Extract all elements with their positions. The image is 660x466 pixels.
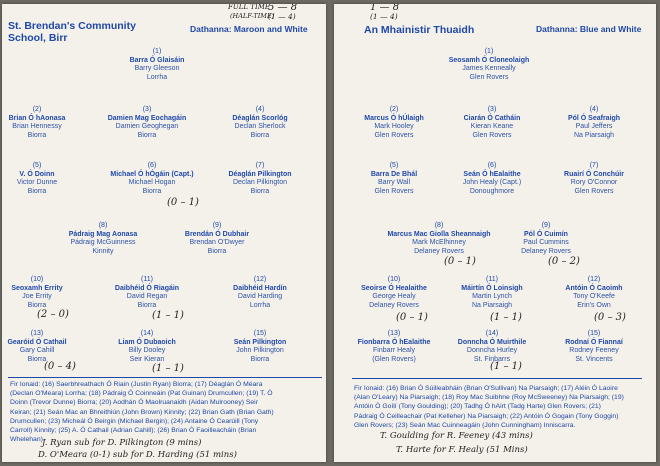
handwritten-score: (0 – 1): [167, 197, 199, 208]
player-number: (11): [141, 276, 153, 283]
club-name: Biorra: [27, 131, 47, 139]
club-name: Biorra: [137, 301, 157, 309]
right-player-4: [539, 106, 649, 140]
substitutes-line: (Declan O'Meara) Lorrha; (18) Pádraig Ó Coinneáin (Pat Guinan) Drumcullen; (19) T. Ó: [10, 390, 273, 398]
club-name: Seir Kieran: [129, 355, 165, 363]
player-number: (1): [152, 48, 162, 55]
left-player-6: [97, 162, 207, 196]
irish-name: Brian Ó hAonasa: [8, 114, 66, 122]
player-number: (12): [587, 276, 601, 283]
club-name: Delaney Rovers: [369, 301, 419, 309]
english-name: George Healy: [372, 293, 416, 301]
english-name: Barry Wall: [377, 179, 411, 187]
irish-name: Ruairí Ó Conchúir: [564, 170, 624, 178]
english-name: Barry Gleeson: [134, 65, 180, 73]
english-name: Gary Cahill: [19, 347, 55, 355]
player-number: (13): [30, 330, 44, 337]
left-team-name: St. Brendan's Community School, Birr: [8, 20, 136, 44]
substitutes-line: Whelehan).: [10, 436, 45, 444]
irish-name: Seán Ó hEalaithe: [463, 170, 521, 178]
irish-name: Máirtín Ó Loinsigh: [461, 284, 523, 292]
right-player-6: [437, 162, 547, 196]
club-name: Kinnity: [92, 247, 114, 255]
club-name: Erin's Own: [577, 301, 611, 309]
player-number: (3): [487, 106, 497, 113]
handwritten-score: (0 – 3): [594, 312, 626, 323]
player-number: (6): [487, 162, 497, 169]
irish-name: Pól Ó Seafraigh: [567, 114, 621, 122]
irish-name: Seoxamh Errity: [11, 284, 63, 292]
english-name: David Harding: [237, 293, 283, 301]
english-name: Damien Geoghegan: [115, 123, 179, 131]
substitutes-line: Fir Ionaid: (16) Saerbhreathach Ó Riain (Justin Ryan) Biorra; (17) Déaglán Ó Méara: [10, 381, 263, 388]
right-sub-note-1: T. Goulding for R. Feeney (43 mins): [380, 431, 533, 441]
player-number: (13): [387, 330, 401, 337]
handwritten-score: (1 – 1): [152, 363, 184, 374]
left-player-13: [2, 330, 92, 364]
club-name: Lorrha: [249, 301, 271, 309]
club-name: Delaney Rovers: [414, 247, 464, 255]
left-player-1: [102, 48, 212, 82]
irish-name: Donncha Ó Muirthile: [457, 338, 527, 346]
substitutes-line: Keiran; (21) Seán Mac an Bhreithiún (John Brown) Kinnity; (22) Brian Gath (Brian Gath): [10, 408, 274, 416]
player-number: (5): [32, 162, 42, 169]
left-halftime-label: (HALF-TIME): [230, 12, 275, 20]
irish-name: Barra De Bhál: [370, 170, 418, 178]
player-number: (3): [142, 106, 152, 113]
club-name: Biorra: [250, 355, 270, 363]
english-name: Billy Dooley: [128, 347, 166, 355]
handwritten-score: (1 – 1): [490, 312, 522, 323]
handwritten-score: (0 – 4): [44, 361, 76, 372]
right-page: [334, 4, 656, 462]
english-name: Paul Jeffers: [575, 123, 613, 131]
english-name: Tony O'Keefe: [573, 293, 615, 301]
english-name: John Pilkington: [236, 347, 284, 355]
irish-name: Antóin Ó Caoimh: [565, 284, 623, 292]
right-player-1: [434, 48, 544, 82]
player-number: (14): [140, 330, 154, 337]
player-number: (1): [484, 48, 494, 55]
club-name: Na Piarsaigh: [573, 131, 615, 139]
left-player-10: [2, 276, 92, 310]
irish-name: Daibhéid Ó Riagáin: [114, 284, 180, 292]
english-name: Rodney Feeney: [569, 347, 619, 355]
english-name: David Regan: [126, 293, 168, 301]
club-name: Biorra: [27, 187, 47, 195]
english-name: Donncha Hurley: [466, 347, 518, 355]
english-name: Michael Hogan: [128, 179, 176, 187]
irish-name: Liam Ó Dubaoich: [118, 338, 176, 346]
left-fulltime-score: 5 — 8: [268, 4, 298, 13]
irish-name: Marcus Mac Giolla Sheannaigh: [387, 230, 491, 238]
left-player-8: [48, 222, 158, 256]
handwritten-score: (0 – 1): [396, 312, 428, 323]
club-name: (Glen Rovers): [372, 355, 416, 363]
player-number: (7): [255, 162, 265, 169]
substitutes-line: Antóin Ó Goílí (Tony Goulding); (20) Tadhg Ó hAirt (Tadg Harte) Glen Rovers; (21): [354, 403, 601, 411]
player-number: (10): [387, 276, 401, 283]
left-substitutes: [10, 380, 322, 444]
left-player-15: [205, 330, 315, 364]
right-player-3: [437, 106, 547, 140]
player-number: (10): [30, 276, 44, 283]
club-name: Glen Rovers: [374, 131, 414, 139]
english-name: Martin Lynch: [472, 293, 512, 301]
player-number: (15): [587, 330, 601, 337]
player-number: (5): [389, 162, 399, 169]
english-name: Declan Sherlock: [234, 123, 286, 131]
irish-name: Fionbarra Ó hEalaithe: [357, 338, 431, 346]
english-name: Brendan O'Dwyer: [189, 239, 245, 247]
irish-name: Daibhéid Hardín: [233, 284, 287, 292]
left-player-14: [92, 330, 202, 364]
right-player-9: [491, 222, 601, 256]
player-number: (6): [147, 162, 157, 169]
divider-line: [8, 377, 322, 378]
right-player-2: [339, 106, 449, 140]
right-player-11: [437, 276, 547, 310]
player-number: (2): [32, 106, 42, 113]
substitutes-line: Doinn (Trevor Dunne) Biorra; (20) Aodhán Ó Maolruanaidh (Aidan Mulrooney) Seir: [10, 399, 258, 407]
club-name: Glen Rovers: [574, 187, 614, 195]
right-player-8: [384, 222, 494, 256]
left-colours: Dathanna: Maroon and White: [190, 24, 308, 34]
right-player-10: [339, 276, 449, 310]
english-name: John Healy (Capt.): [462, 179, 522, 187]
irish-name: Pádraig Mag Aonasa: [68, 230, 138, 238]
club-name: Biorra: [142, 187, 162, 195]
english-name: Brian Hennessy: [12, 123, 62, 131]
irish-name: Brendán Ó Dubhair: [184, 230, 250, 238]
handwritten-score: (1 – 1): [152, 310, 184, 321]
right-player-13: [339, 330, 449, 364]
irish-name: Seoirse Ó Healaithe: [361, 284, 427, 292]
handwritten-score: (1 – 1): [490, 361, 522, 372]
irish-name: Seosamh Ó Cloneolaigh: [448, 56, 530, 64]
player-number: (4): [255, 106, 265, 113]
player-number: (7): [589, 162, 599, 169]
player-number: (12): [253, 276, 267, 283]
substitutes-line: Fir Ionaid: (16) Brian Ó Súilleabháin (Brian O'Sullivan) Na Piarsaigh; (17) Aléin Ó Laoire: [354, 385, 618, 392]
club-name: Donoughmore: [469, 187, 515, 195]
handwritten-score: (0 – 1): [444, 256, 476, 267]
irish-name: Déaglán Scorlóg: [232, 114, 288, 122]
player-number: (15): [253, 330, 267, 337]
irish-name: Rodnaí Ó Fiannaí: [565, 338, 623, 346]
club-name: Glen Rovers: [472, 131, 512, 139]
club-name: Lorrha: [146, 73, 168, 81]
right-player-7: [539, 162, 649, 196]
player-number: (11): [486, 276, 498, 283]
english-name: Kieran Keane: [470, 123, 514, 131]
left-player-12: [205, 276, 315, 310]
right-player-12: [539, 276, 649, 310]
club-name: Delaney Rovers: [521, 247, 571, 255]
english-name: Declan Pilkington: [232, 179, 288, 187]
right-halftime-score: (1 — 4): [370, 12, 398, 21]
club-name: Biorra: [137, 131, 157, 139]
english-name: Joe Errity: [22, 293, 52, 301]
substitutes-line: (Alan O'Leary) Na Piarsaigh; (18) Roy Mac Suibhne (Roy McSweeney) Na Piarsaigh; (19): [354, 394, 624, 402]
right-player-14: [437, 330, 547, 364]
handwritten-score: (0 – 2): [548, 256, 580, 267]
right-team-name: An Mhainistir Thuaidh: [364, 24, 475, 36]
club-name: St. Vincents: [575, 355, 613, 363]
right-player-5: [339, 162, 449, 196]
player-number: (9): [212, 222, 222, 229]
left-fulltime-label: FULL TIME: [228, 4, 270, 11]
player-number: (8): [98, 222, 108, 229]
club-name: Biorra: [207, 247, 227, 255]
player-number: (14): [485, 330, 499, 337]
left-player-9: [162, 222, 272, 256]
irish-name: Pól Ó Cuimín: [524, 230, 568, 238]
irish-name: Ciarán Ó Catháin: [463, 114, 521, 122]
left-page: [2, 4, 326, 462]
english-name: Rory O'Connor: [570, 179, 618, 187]
left-player-7: [205, 162, 315, 196]
player-number: (2): [389, 106, 399, 113]
right-fulltime-score: 1 — 8: [370, 4, 400, 13]
substitutes-line: Glen Rovers; (23) Seán Mac Cuinneagáin (John Cunningham) Inniscarra.: [354, 421, 576, 429]
irish-name: V. Ó Doinn: [19, 170, 55, 178]
english-name: Pádraig McGuinness: [70, 239, 136, 247]
left-sub-note-1: J. Ryan sub for D. Pilkington (9 mins): [42, 438, 202, 448]
irish-name: Barra Ó Glaisáin: [129, 56, 185, 64]
left-player-11: [92, 276, 202, 310]
irish-name: Damien Mag Eochagáin: [107, 114, 187, 122]
english-name: Victor Dunne: [16, 179, 58, 187]
handwritten-score: (2 – 0): [37, 309, 69, 320]
english-name: Paul Cummins: [523, 239, 569, 247]
player-number: (4): [589, 106, 599, 113]
english-name: James Kenneally: [462, 65, 516, 73]
right-player-15: [539, 330, 649, 364]
right-sub-note-2: T. Harte for F. Healy (51 Mins): [396, 445, 528, 455]
club-name: Na Piarsaigh: [471, 301, 513, 309]
left-player-2: [2, 106, 92, 140]
irish-name: Seán Pilkington: [233, 338, 287, 346]
club-name: Glen Rovers: [374, 187, 414, 195]
left-player-3: [92, 106, 202, 140]
club-name: Biorra: [250, 131, 270, 139]
left-halftime-score: (1 — 4): [268, 12, 296, 21]
english-name: Mark Hooley: [374, 123, 414, 131]
english-name: Finbarr Healy: [372, 347, 415, 355]
player-number: (8): [434, 222, 444, 229]
left-player-4: [205, 106, 315, 140]
player-number: (9): [541, 222, 551, 229]
substitutes-line: Pádraig Ó Ceilleachair (Pat Kelleher) Na Piarsaigh; (22) Antóin Ó Gogain (Tony Goggin): [354, 412, 619, 420]
irish-name: Michael Ó hÓgáin (Capt.): [110, 170, 194, 178]
right-colours: Dathanna: Blue and White: [536, 24, 642, 34]
club-name: St. Finbarrs: [473, 355, 511, 363]
substitutes-line: Carroll) Kinnity; (25) A. Ó Cathail (Adrian Cahill); (26) Brian Ó Faoilleacháin (Brian: [10, 427, 257, 435]
irish-name: Gearóid Ó Cathail: [7, 338, 67, 346]
irish-name: Marcus Ó hÚlaigh: [364, 114, 424, 122]
right-substitutes: [354, 384, 652, 430]
club-name: Biorra: [27, 355, 47, 363]
irish-name: Déaglán Pilkington: [228, 170, 292, 178]
left-sub-note-2: D. O'Meara (0-1) sub for D. Harding (51 mins): [38, 450, 237, 460]
club-name: Biorra: [250, 187, 270, 195]
left-player-5: [2, 162, 92, 196]
english-name: Mark McElhinney: [412, 239, 466, 247]
divider-line: [352, 378, 642, 379]
substitutes-line: Drumcullen; (23) Micheál Ó Beirgin (Michael Bergin); (24) Antaine Ó Cearúill (Tony: [10, 417, 259, 425]
club-name: Glen Rovers: [469, 73, 509, 81]
club-name: Biorra: [27, 301, 47, 309]
